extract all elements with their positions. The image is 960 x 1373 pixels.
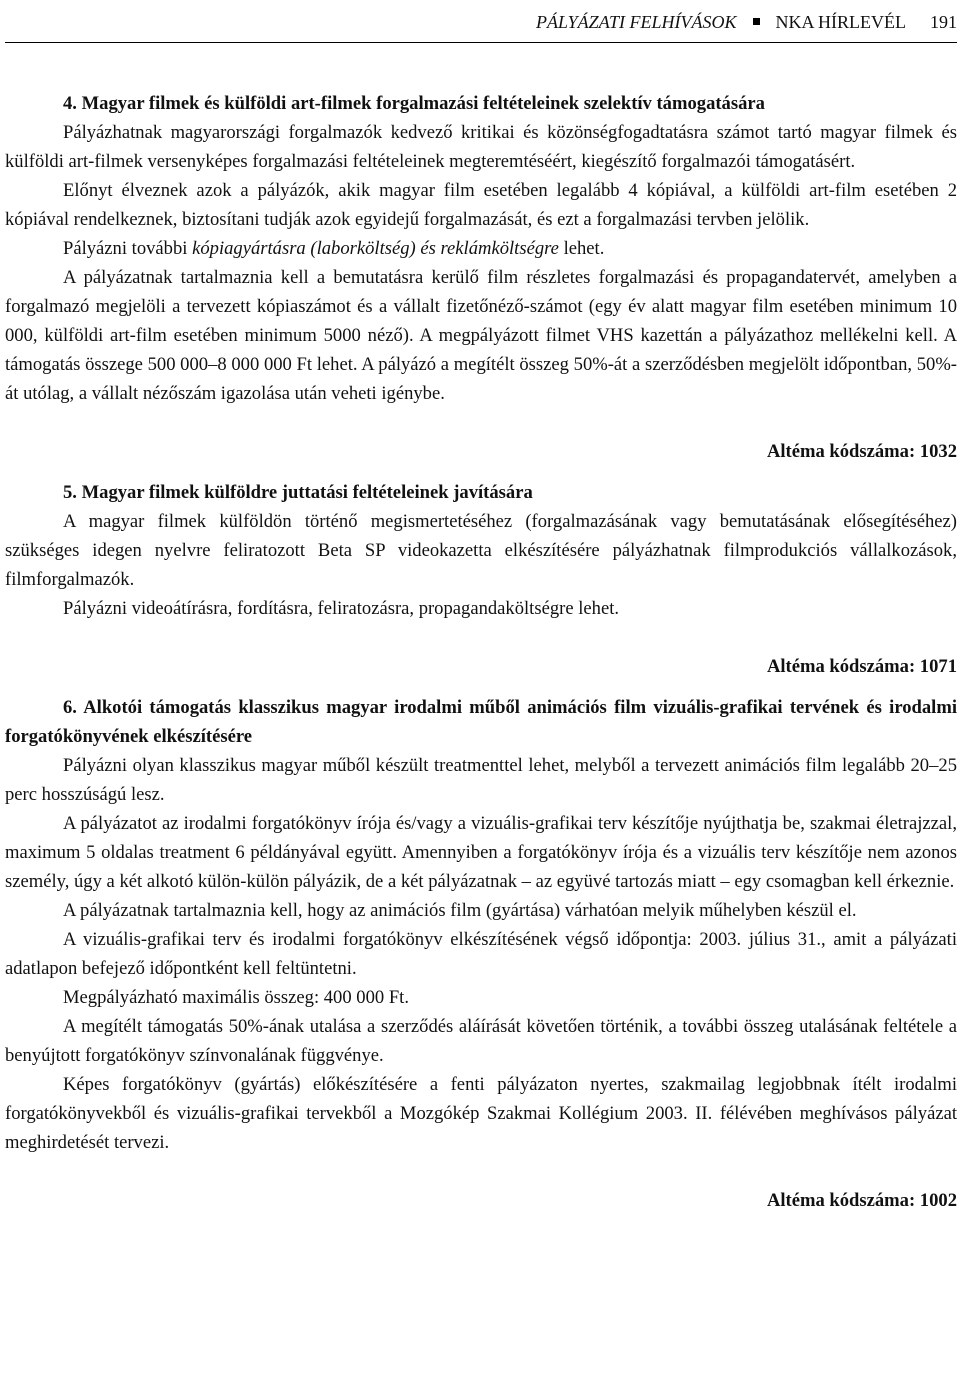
paragraph: A pályázatnak tartalmaznia kell a bemutatásra kerülő film részletes forgalmazási és propagandatervét, amelyben a forgalmazó megjelöli a tervezett kópiaszámot és a vállalt fizetőnéző-számot (egy év alatt magyar film esetében minimum 10 000, külföldi art-film esetében minimum 5000 néző). A megpályázott filmet VHS kazettán a pályázathoz mellékelni kell. A támogatás összege 500 000–8 000 000 Ft lehet. A pályázó a megítélt összeg 50%-át a szerződésben megjelölt időpontban, 50%-át utólag, a vállalt nézőszám igazolása után veheti igénybe. <box>5 267 957 404</box>
section-title: 4. Magyar filmek és külföldi art-filmek forgalmazási feltételeinek szelektív támogatására <box>63 93 765 114</box>
header-series-title: PÁLYÁZATI FELHÍVÁSOK <box>536 11 737 32</box>
paragraph: Megpályázható maximális összeg: 400 000 Ft. <box>63 987 409 1008</box>
page-content <box>5 43 957 1215</box>
subtopic-code: Altéma kódszáma: 1071 <box>766 656 957 677</box>
paragraph: Képes forgatókönyv (gyártás) előkészítésére a fenti pályázaton nyertes, szakmailag legjobbnak ítélt irodalmi forgatókönyvekből és vizuális-grafikai tervekből a Mozgókép Szakmai Kollégium 2003. II. félévében meghívásos pályázat meghirdetését tervezi. <box>5 1074 957 1153</box>
subtopic-code: Altéma kódszáma: 1002 <box>766 1190 957 1211</box>
header-newsletter-title: NKA HÍRLEVÉL <box>775 11 906 32</box>
square-bullet-icon <box>753 18 760 25</box>
paragraph: A megítélt támogatás 50%-ának utalása a szerződés aláírását követően történik, a további összeg utalásának feltétele a benyújtott forgatókönyv színvonalának függvénye. <box>5 1016 957 1066</box>
section-6 <box>5 693 957 1215</box>
paragraph: Előnyt élveznek azok a pályázók, akik magyar film esetében legalább 4 kópiával, a külföldi art-film esetében 2 kópiával rendelkeznek, biztosítani tudják azok egyidejű forgalmazását, és ezt a forgalmazási tervben jelölik. <box>5 180 957 230</box>
paragraph: A pályázatnak tartalmaznia kell, hogy az animációs film (gyártása) várhatóan melyik műhelyben készül el. <box>63 900 857 921</box>
section-title: 5. Magyar filmek külföldre juttatási feltételeinek javítására <box>63 482 533 503</box>
subtopic-code: Altéma kódszáma: 1032 <box>766 441 957 462</box>
paragraph: A magyar filmek külföldön történő megismertetéséhez (forgalmazásának vagy bemutatásának elősegítéséhez) szükséges idegen nyelvre feliratozott Beta SP videokazetta elkészítésére pályázhatnak filmprodukciós vállalkozások, filmforgalmazók. <box>5 511 957 590</box>
paragraph-costs <box>5 234 957 263</box>
running-header <box>5 0 957 43</box>
costs-prefix: Pályázni további <box>63 238 193 259</box>
page-number: 191 <box>930 11 957 32</box>
costs-italic: kópiagyártásra (laborköltség) és reklámköltségre <box>192 238 559 259</box>
paragraph: Pályázni olyan klasszikus magyar műből készült treatmenttel lehet, melyből a tervezett animációs film legalább 20–25 perc hosszúságú lesz. <box>5 755 957 805</box>
paragraph: A vizuális-grafikai terv és irodalmi forgatókönyv elkészítésének végső időpontja: 2003. július 31., amit a pályázati adatlapon befejező időpontként kell feltüntetni. <box>5 929 957 979</box>
paragraph: Pályázni videoátírásra, fordításra, feliratozásra, propagandaköltségre lehet. <box>63 598 620 619</box>
costs-suffix: lehet. <box>558 238 605 259</box>
paragraph: A pályázatot az irodalmi forgatókönyv írója és/vagy a vizuális-grafikai terv készítője nyújthatja be, szakmai életrajzzal, maximum 5 oldalas treatment 6 példányával együtt. Amennyiben a forgatókönyv írója és a vizuális terv készítője nem azonos személy, úgy a két alkotó külön-külön pályázik, de a két pályázatnak – az együvé tartozás miatt – egy csomagban kell érkeznie. <box>5 813 957 892</box>
section-5 <box>5 478 957 693</box>
section-title: 6. Alkotói támogatás klasszikus magyar irodalmi műből animációs film vizuális-grafikai tervének és irodalmi forgatókönyvének elkészítésére <box>5 697 957 747</box>
section-4 <box>5 89 957 478</box>
paragraph: Pályázhatnak magyarországi forgalmazók kedvező kritikai és közönségfogadtatásra számot tartó magyar filmek és külföldi art-filmek versenyképes forgalmazási feltételeinek megteremtéséért, kiegészítő forgalmazói támogatásért. <box>5 122 957 172</box>
